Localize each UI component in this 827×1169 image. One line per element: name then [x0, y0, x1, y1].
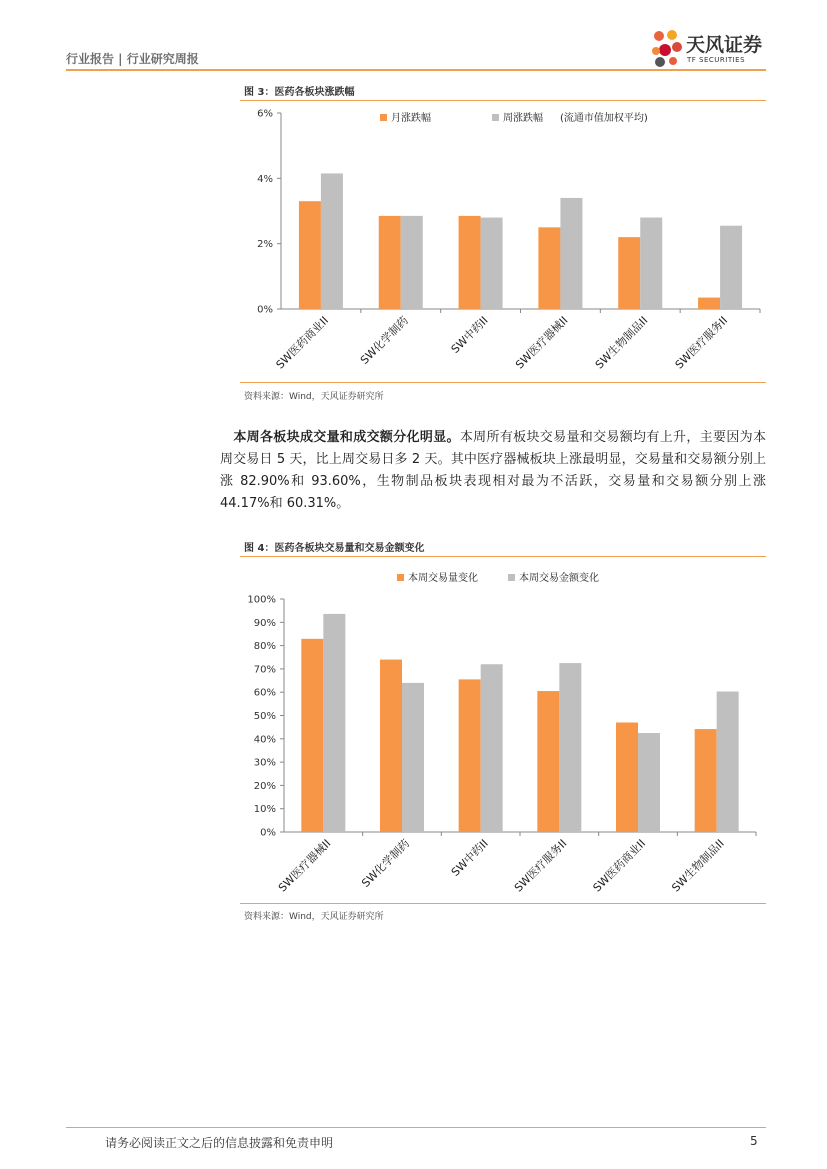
y-tick-label: 20%: [253, 780, 276, 792]
y-tick-label: 6%: [257, 108, 273, 120]
y-tick-label: 4%: [257, 173, 273, 185]
y-tick-label: 40%: [253, 734, 276, 746]
y-tick-label: 60%: [253, 687, 276, 699]
y-tick-label: 70%: [253, 664, 276, 676]
figure-4-bottom-rule: [240, 903, 766, 904]
x-tick-label: SW医疗器械II: [513, 313, 571, 372]
x-tick-label: SW化学制药: [359, 836, 413, 890]
y-tick-label: 10%: [253, 804, 276, 816]
footer-divider: [66, 1127, 766, 1128]
bar: [481, 218, 503, 309]
bar: [402, 683, 424, 832]
figure-4-title: 图 4：医药各板块交易量和交易金额变化: [244, 543, 425, 554]
bar: [720, 226, 742, 309]
bar: [481, 664, 503, 832]
bar: [301, 639, 323, 832]
x-tick-label: SW生物制品II: [669, 836, 727, 895]
bar: [321, 173, 343, 309]
x-tick-label: SW医药商业II: [590, 836, 649, 895]
x-tick-label: SW医疗服务II: [672, 313, 731, 372]
paragraph-lead: 本周各板块成交量和成交额分化明显。: [233, 430, 460, 445]
x-tick-label: SW医药商业II: [273, 313, 332, 372]
x-tick-label: SW中药II: [448, 313, 491, 356]
bar: [401, 216, 423, 309]
bar: [717, 691, 739, 832]
y-tick-label: 0%: [257, 304, 273, 316]
bar: [638, 733, 660, 832]
y-tick-label: 100%: [247, 594, 276, 606]
company-logo: [650, 26, 770, 70]
bar: [537, 691, 559, 832]
y-tick-label: 30%: [253, 757, 276, 769]
x-tick-label: SW中药II: [448, 836, 491, 879]
figure-3-title: 图 3：医药各板块涨跌幅: [244, 87, 355, 98]
x-tick-label: SW医疗服务II: [511, 836, 570, 895]
paragraph-text: 本周所有板块交易量和交易额均有上升，主要因为本周交易日 5 天，比上周交易日多 2 天。其中医疗器械板块上涨最明显，交易量和交易额分别上涨 82.90%和 93.60%，生物制品板块表现相对最为不活跃，交易量和交易额分别上涨 44.17%和 60.31%。: [220, 430, 766, 511]
bar: [380, 660, 402, 832]
figure-3-bottom-rule: [240, 382, 766, 383]
y-tick-label: 80%: [253, 641, 276, 653]
legend-label: 本周交易量变化: [408, 573, 478, 584]
y-tick-label: 50%: [253, 711, 276, 722]
bar: [459, 216, 481, 309]
legend-label: 月涨跌幅: [391, 113, 431, 124]
logo-mark-icon: [650, 26, 684, 70]
figure-3-source: 资料来源：Wind，天风证券研究所: [244, 392, 384, 402]
bar: [379, 216, 401, 309]
bar: [538, 227, 560, 309]
legend-label: 周涨跌幅: [503, 113, 543, 124]
legend-swatch: [397, 574, 404, 581]
x-tick-label: SW生物制品II: [592, 313, 651, 372]
bar: [559, 663, 581, 832]
figure-4-chart: [240, 557, 766, 902]
footer-disclaimer: 请务必阅读正文之后的信息披露和免责申明: [105, 1136, 334, 1150]
legend-swatch: [508, 574, 515, 581]
bar: [560, 198, 582, 309]
bar: [299, 201, 321, 309]
legend-label: 本周交易金额变化: [519, 573, 599, 584]
logo-text: 天风证券: [686, 34, 763, 56]
figure-3-chart: [240, 101, 766, 381]
x-tick-label: SW化学制药: [357, 313, 411, 367]
y-tick-label: 0%: [260, 827, 276, 839]
legend-swatch: [380, 114, 387, 121]
logo-subtext: TF SECURITIES: [687, 56, 746, 64]
page-number: 5: [750, 1134, 758, 1148]
bar: [618, 237, 640, 309]
bar: [695, 729, 717, 832]
x-tick-label: SW医疗器械II: [275, 836, 334, 895]
body-paragraph: [220, 427, 766, 515]
figure-4-source: 资料来源：Wind，天风证券研究所: [244, 912, 384, 922]
bar: [640, 218, 662, 309]
legend-swatch: [492, 114, 499, 121]
legend-note: (流通市值加权平均): [560, 113, 648, 124]
report-header: 行业报告 | 行业研究周报: [66, 52, 199, 66]
bar: [323, 614, 345, 832]
y-tick-label: 90%: [253, 617, 276, 629]
y-tick-label: 2%: [257, 239, 273, 251]
bar: [616, 722, 638, 832]
bar: [698, 298, 720, 309]
bar: [459, 679, 481, 832]
